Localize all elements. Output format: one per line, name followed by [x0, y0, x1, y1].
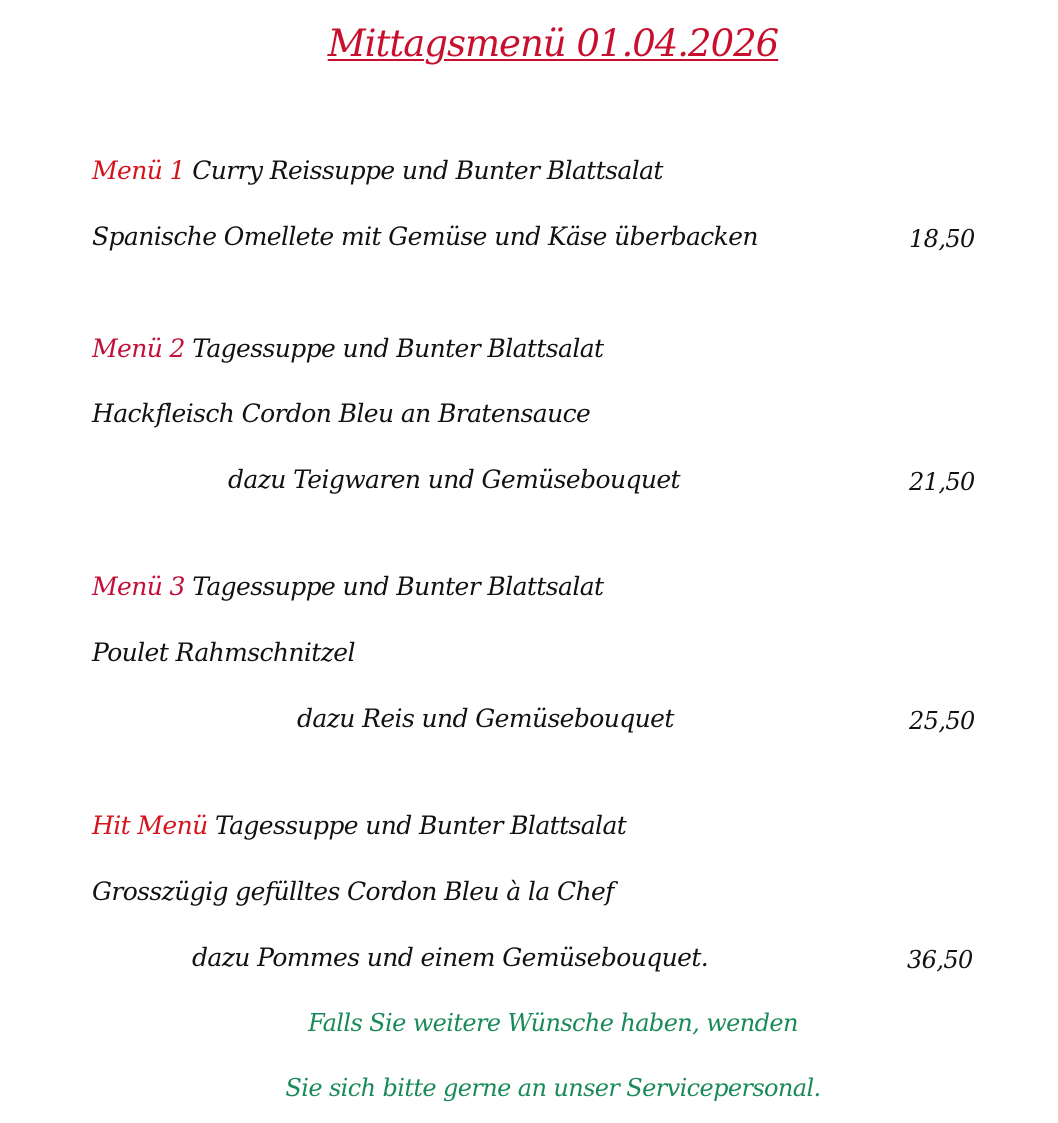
menu-2-main-dish: Hackfleisch Cordon Bleu an Bratensauce: [92, 399, 591, 428]
service-note-line-2: Sie sich bitte gerne an unser Servicepersonal.: [285, 1074, 821, 1102]
menu-1-price: 18,50: [909, 225, 975, 253]
menu-2-heading: [92, 334, 603, 364]
menu-2-starter: Tagessuppe und Bunter Blattsalat: [184, 334, 604, 363]
menu-3-main-dish: Poulet Rahmschnitzel: [92, 638, 355, 667]
menu-3-heading: [92, 572, 603, 602]
menu-1-starter: Curry Reissuppe und Bunter Blattsalat: [184, 156, 663, 185]
menu-1-label: Menü 1: [92, 156, 185, 185]
hit-menu-main-dish: Grosszügig gefülltes Cordon Bleu à la Chef: [92, 877, 614, 906]
menu-2-price: 21,50: [909, 468, 975, 496]
hit-menu-heading: [92, 811, 626, 841]
menu-3-price: 25,50: [909, 707, 975, 735]
hit-menu-starter: Tagessuppe und Bunter Blattsalat: [207, 811, 627, 840]
menu-title: Mittagsmenü 01.04.2026: [327, 22, 779, 65]
hit-menu-side-dish: dazu Pommes und einem Gemüsebouquet.: [192, 943, 709, 972]
menu-3-label: Menü 3: [92, 572, 185, 601]
service-note-line-1: Falls Sie weitere Wünsche haben, wenden: [308, 1009, 798, 1037]
menu-3-starter: Tagessuppe und Bunter Blattsalat: [184, 572, 604, 601]
menu-2-side-dish: dazu Teigwaren und Gemüsebouquet: [228, 465, 681, 494]
menu-1-heading: [92, 156, 663, 186]
menu-1-main-dish: Spanische Omellete mit Gemüse und Käse überbacken: [92, 222, 758, 251]
hit-menu-label: Hit Menü: [92, 811, 208, 840]
menu-3-side-dish: dazu Reis und Gemüsebouquet: [297, 704, 674, 733]
menu-2-label: Menü 2: [92, 334, 185, 363]
hit-menu-price: 36,50: [907, 946, 973, 974]
